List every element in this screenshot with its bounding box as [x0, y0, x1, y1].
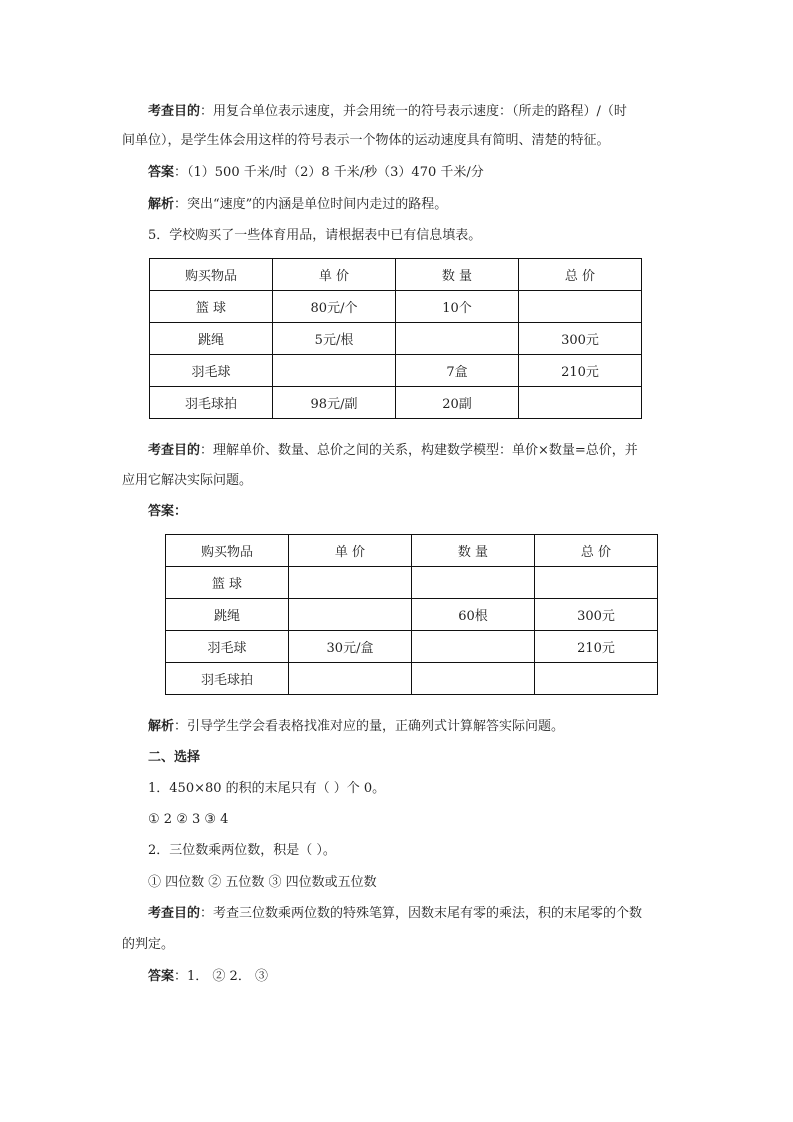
- table-row: [166, 567, 658, 599]
- header-cell: 数 量: [396, 259, 519, 291]
- cell: 10个: [396, 291, 519, 323]
- header-cell: 购买物品: [150, 259, 273, 291]
- cell: 跳绳: [166, 599, 289, 631]
- cell: [519, 291, 642, 323]
- label: 答案: [148, 165, 175, 180]
- question-5: 5．学校购买了一些体育用品，请根据表中已有信息填表。: [148, 228, 482, 243]
- header-cell: 总 价: [519, 259, 642, 291]
- purpose-paragraph-2-cont: 应用它解决实际问题。: [122, 473, 253, 488]
- table-row: [166, 663, 658, 695]
- header-cell: 单 价: [289, 535, 412, 567]
- cell: [289, 599, 412, 631]
- header-cell: 数 量: [412, 535, 535, 567]
- answer-1: [148, 164, 484, 182]
- cell: 20副: [396, 387, 519, 419]
- cell: 羽毛球拍: [166, 663, 289, 695]
- text: ：考查三位数乘两位数的特殊笔算，因数末尾有零的乘法，积的末尾零的个数: [200, 906, 643, 921]
- cell: 羽毛球: [166, 631, 289, 663]
- explanation-1: [148, 196, 447, 214]
- cell: 30元/盒: [289, 631, 412, 663]
- header-cell: 单 价: [273, 259, 396, 291]
- label: 考查目的: [148, 906, 201, 921]
- choice-question-2-options: ① 四位数 ② 五位数 ③ 四位数或五位数: [148, 875, 377, 890]
- table-row: [150, 355, 642, 387]
- cell: 羽毛球拍: [150, 387, 273, 419]
- table-row: [150, 323, 642, 355]
- cell: [289, 567, 412, 599]
- cell: 98元/副: [273, 387, 396, 419]
- header-cell: 总 价: [535, 535, 658, 567]
- table-row: [166, 599, 658, 631]
- table-row: [150, 387, 642, 419]
- cell: [273, 355, 396, 387]
- purpose-paragraph-2: [148, 442, 638, 460]
- purpose-paragraph-3-cont: 的判定。: [122, 937, 175, 952]
- label: 考查目的: [148, 443, 201, 458]
- text: ：引导学生学会看表格找准对应的量，正确列式计算解答实际问题。: [174, 719, 565, 734]
- cell: 300元: [519, 323, 642, 355]
- cell: [412, 663, 535, 695]
- header-cell: 购买物品: [166, 535, 289, 567]
- table-header-row: [166, 535, 658, 567]
- table-row: [166, 631, 658, 663]
- table-header-row: [150, 259, 642, 291]
- cell: [289, 663, 412, 695]
- label: 答案：: [148, 504, 188, 519]
- heading: 二、选择: [148, 750, 201, 765]
- text: ：理解单价、数量、总价之间的关系，构建数学模型：单价×数量=总价，并: [200, 443, 638, 458]
- cell: 80元/个: [273, 291, 396, 323]
- section-heading: [148, 749, 200, 767]
- choice-question-2: 2．三位数乘两位数，积是（ ）。: [148, 843, 336, 858]
- cell: [396, 323, 519, 355]
- cell: 5元/根: [273, 323, 396, 355]
- answer-table: [165, 534, 658, 695]
- answer-2-label: [148, 503, 187, 521]
- choice-question-1: 1．450×80 的积的末尾只有（ ）个 0。: [148, 781, 386, 796]
- cell: 210元: [535, 631, 658, 663]
- cell: 篮 球: [150, 291, 273, 323]
- choice-question-1-options: ① 2 ② 3 ③ 4: [148, 812, 229, 827]
- cell: 300元: [535, 599, 658, 631]
- cell: 篮 球: [166, 567, 289, 599]
- cell: 60根: [412, 599, 535, 631]
- purpose-paragraph-1: [148, 103, 627, 121]
- cell: [412, 631, 535, 663]
- cell: [412, 567, 535, 599]
- label: 解析: [148, 197, 175, 212]
- cell: 210元: [519, 355, 642, 387]
- cell: [535, 567, 658, 599]
- cell: [535, 663, 658, 695]
- text: ：用复合单位表示速度，并会用统一的符号表示速度：（所走的路程）/（时: [200, 104, 627, 119]
- label: 解析: [148, 719, 175, 734]
- cell: [519, 387, 642, 419]
- text: ：（1）500 千米/时（2）8 千米/秒（3）470 千米/分: [174, 165, 484, 180]
- purpose-paragraph-1-cont: 间单位），是学生体会用这样的符号表示一个物体的运动速度具有简明、清楚的特征。: [122, 133, 610, 148]
- purpose-paragraph-3: [148, 905, 642, 923]
- cell: 跳绳: [150, 323, 273, 355]
- label: 答案: [148, 969, 175, 984]
- answer-3: [148, 968, 268, 986]
- table-row: [150, 291, 642, 323]
- question-table: [149, 258, 642, 419]
- text: ：1． ② 2． ③: [174, 969, 268, 984]
- label: 考查目的: [148, 104, 201, 119]
- cell: 羽毛球: [150, 355, 273, 387]
- explanation-2: [148, 718, 564, 736]
- text: ：突出“速度”的内涵是单位时间内走过的路程。: [174, 197, 448, 212]
- cell: 7盒: [396, 355, 519, 387]
